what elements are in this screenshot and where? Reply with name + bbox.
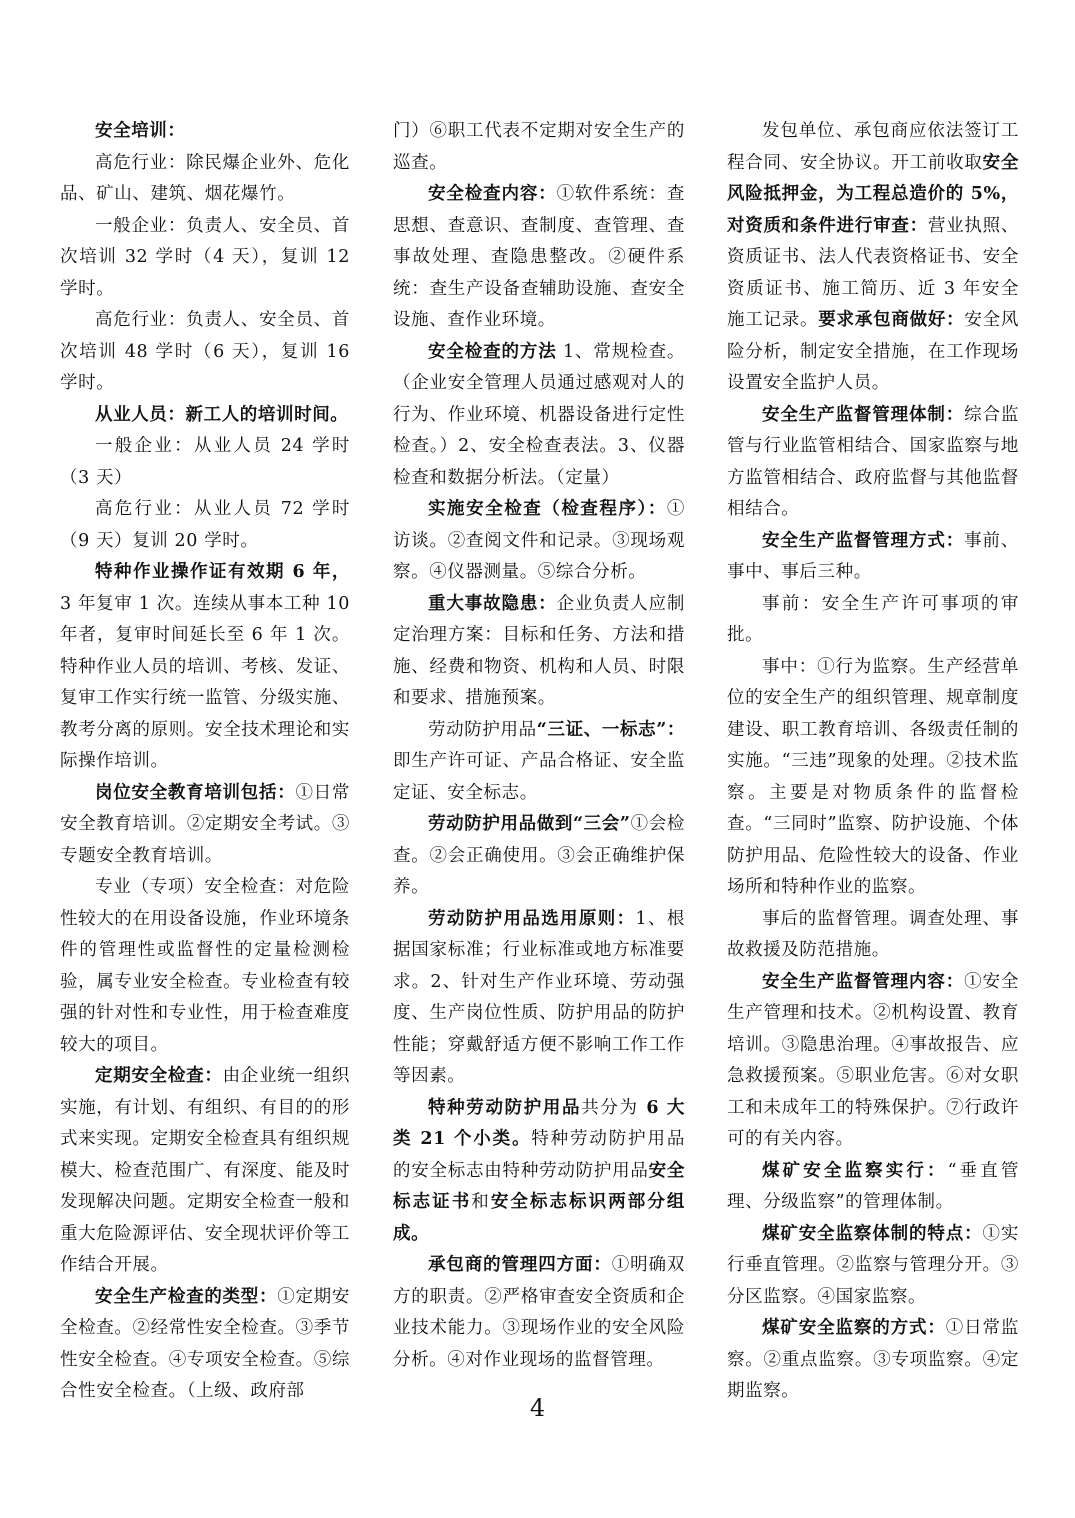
- bold-text: 安全检查的方法: [428, 341, 557, 362]
- bold-text: 重大事故隐患：: [428, 593, 557, 614]
- paragraph: [727, 967, 1019, 1156]
- bold-text: 劳动防护用品做到“三会”: [428, 814, 631, 834]
- text-segment: ①实行垂直管理。②监察与管理分开。③分区监察。④国家监察。: [727, 1223, 1020, 1307]
- text-segment: ①软件系统：查思想、查意识、查制度、查管理、查事故处理、查隐患整改。②硬件系统：查生产设备查辅助设施、查安全设施、查作业环境。: [393, 184, 685, 330]
- paragraph: [393, 715, 685, 810]
- paragraph: [393, 494, 685, 589]
- text-segment: ①日常监察。②重点监察。③专项监察。④定期监察。: [727, 1318, 1019, 1401]
- bold-text: 定期安全检查：: [95, 1066, 223, 1086]
- text-segment: 事中：①行为监察。生产经营单位的安全生产的组织管理、规章制度建设、职工教育培训、各级责任制的实施。“三违”现象的处理。②技术监察。主要是对物质条件的监督检查。“三同时”监察、防护设施、个体防护用品、危险性较大的设备、作业场所和特种作业的监察。: [727, 656, 1019, 897]
- page-number: 4: [529, 1394, 546, 1422]
- text-segment: 发包单位、承包商应依法签订工程合同、安全协议。开工前收取: [727, 121, 1019, 173]
- paragraph: [393, 904, 685, 1093]
- text-segment: 一般企业：负责人、安全员、首次培训 32 学时（4 天），复训 12 学时。: [60, 215, 350, 299]
- paragraph: [393, 1093, 685, 1251]
- paragraph: [60, 872, 350, 1061]
- paragraph: [60, 148, 350, 211]
- bold-text: 6 大类 21 个小类。: [393, 1097, 685, 1149]
- text-segment: 和: [471, 1192, 491, 1212]
- bold-text: 安全生产监督管理内容：: [762, 971, 965, 992]
- bold-text: 安全标志证书: [393, 1160, 685, 1212]
- text-segment: 事后的监督管理。调查处理、事故救援及防范措施。: [727, 908, 1019, 960]
- text-segment: 高危行业：负责人、安全员、首次培训 48 学时（6 天），复训 16 学时。: [60, 310, 350, 393]
- bold-text: 从业人员：新工人的培训时间。: [95, 404, 349, 425]
- text-segment: 企业负责人应制定治理方案：目标和任务、方法和措施、经费和物资、机构和人员、时限和要求、措施预案。: [393, 593, 685, 708]
- paragraph: [60, 400, 350, 432]
- paragraph: [60, 1282, 350, 1408]
- paragraph: [727, 589, 1019, 652]
- text-segment: 即生产许可证、产品合格证、安全监定证、安全标志。: [393, 751, 685, 803]
- paragraph: [727, 116, 1019, 400]
- paragraph: [60, 116, 350, 148]
- paragraph: [393, 589, 685, 715]
- paragraph: [60, 305, 350, 400]
- text-segment: 安全风险分析，制定安全措施，在工作现场设置安全监护人员。: [727, 310, 1019, 393]
- text-segment: 一般企业：从业人员 24 学时（3 天）: [60, 436, 350, 488]
- paragraph: [393, 116, 685, 179]
- text-segment: 由企业统一组织实施，有计划、有组织、有目的的形式来实现。定期安全检查具有组织规模大、检查范围广、有深度、能及时发现解决问题。定期安全检查一般和重大危险源评估、安全现状评价等工作结合开展。: [60, 1066, 350, 1275]
- paragraph: [393, 179, 685, 337]
- text-segment: “垂直管理、分级监察”的管理体制。: [727, 1160, 1019, 1212]
- text-segment: 门）⑥职工代表不定期对安全生产的巡查。: [393, 121, 685, 173]
- bold-text: 实施安全检查（检查程序）：: [428, 499, 667, 519]
- paragraph: [393, 809, 685, 904]
- bold-text: 岗位安全教育培训包括：: [95, 782, 296, 803]
- bold-text: 煤矿安全监察实行：: [762, 1160, 948, 1181]
- bold-text: 安全检查内容：: [428, 184, 557, 204]
- paragraph: [727, 652, 1019, 904]
- text-segment: ①明确双方的职责。②严格审查安全资质和企业技术能力。③现场作业的安全风险分析。④对作业现场的监督管理。: [393, 1255, 685, 1370]
- bold-text: 安全培训：: [95, 121, 186, 141]
- text-segment: ①日常安全教育培训。②定期安全考试。③专题安全教育培训。: [60, 782, 350, 866]
- bold-text: “三证、一标志”：: [536, 719, 686, 740]
- bold-text: 安全生产检查的类型：: [95, 1286, 278, 1307]
- bold-text: 安全生产监督管理体制：: [762, 404, 965, 425]
- paragraph: [727, 904, 1019, 967]
- text-segment: 高危行业：从业人员 72 学时（9 天）复训 20 学时。: [60, 499, 350, 551]
- paragraph: [727, 1219, 1019, 1314]
- bold-text: 安全标志标识两部分组成。: [393, 1192, 686, 1244]
- bold-text: 安全生产监督管理方式：: [762, 530, 965, 551]
- text-segment: ①会检查。②会正确使用。③会正确维护保养。: [393, 814, 685, 897]
- paragraph: [60, 494, 350, 557]
- text-segment: 劳动防护用品: [428, 719, 537, 740]
- bold-text: 特种作业操作证有效期 6 年，: [95, 562, 350, 582]
- text-segment: 1、常规检查。（企业安全管理人员通过感观对人的行为、作业环境、机器设备进行定性检查。）2、安全检查表法。3、仪器检查和数据分析法。（定量）: [393, 341, 686, 488]
- paragraph: [60, 431, 350, 494]
- text-segment: 特种劳动防护用品的安全标志由特种劳动防护用品: [393, 1129, 685, 1181]
- paragraph: [727, 400, 1019, 526]
- text-segment: 1、根据国家标准；行业标准或地方标准要求。2、针对生产作业环境、劳动强度、生产岗位性质、防护用品的防护性能；穿戴舒适方便不影响工作工作等因素。: [393, 908, 685, 1086]
- text-segment: 事前、事中、事后三种。: [727, 530, 1019, 582]
- text-segment: 专业（专项）安全检查：对危险性较大的在用设备设施，作业环境条件的管理性或监督性的定量检测检验，属专业安全检查。专业检查有较强的针对性和专业性，用于检查难度较大的项目。: [60, 877, 350, 1055]
- text-segment: ①安全生产管理和技术。②机构设置、教育培训。③隐患治理。④事故报告、应急救援预案。⑤职业危害。⑥对女职工和未成年工的特殊保护。⑦行政许可的有关内容。: [727, 971, 1019, 1149]
- bold-text: 安全风险抵押金，为工程总造价的 5%，对资质和条件进行审查：: [727, 152, 1019, 236]
- paragraph: [60, 211, 350, 306]
- bold-text: 劳动防护用品选用原则：: [428, 908, 636, 929]
- paragraph: [393, 337, 685, 495]
- text-segment: 事前：安全生产许可事项的审批。: [727, 593, 1019, 645]
- text-segment: 3 年复审 1 次。连续从事本工种 10 年者，复审时间延长至 6 年 1 次。特种作业人员的培训、考核、发证、复审工作实行统一监管、分级实施、教考分离的原则。安全技术理论和实际操作培训。: [60, 593, 350, 771]
- paragraph: [393, 1250, 685, 1376]
- paragraph: [60, 778, 350, 873]
- text-segment: 营业执照、资质证书、法人代表资格证书、安全资质证书、施工简历、近 3 年安全施工记录。: [727, 215, 1019, 330]
- column-left: [60, 116, 350, 1408]
- paragraph: [60, 1061, 350, 1282]
- text-segment: ①访谈。②查阅文件和记录。③现场观察。④仪器测量。⑤综合分析。: [393, 499, 685, 582]
- column-middle: [393, 116, 685, 1376]
- text-segment: 共分为: [581, 1097, 639, 1118]
- bold-text: 煤矿安全监察的方式：: [762, 1318, 946, 1338]
- paragraph: [727, 1156, 1019, 1219]
- column-right: [727, 116, 1019, 1408]
- text-segment: ①定期安全检查。②经常性安全检查。③季节性安全检查。④专项安全检查。⑤综合性安全检查。（上级、政府部: [60, 1286, 351, 1401]
- bold-text: 特种劳动防护用品: [428, 1097, 582, 1118]
- text-segment: 综合监管与行业监管相结合、国家监察与地方监管相结合、政府监督与其他监督相结合。: [727, 404, 1019, 519]
- bold-text: 承包商的管理四方面：: [428, 1255, 612, 1275]
- bold-text: 煤矿安全监察体制的特点：: [762, 1223, 983, 1244]
- paragraph: [60, 557, 350, 778]
- bold-text: 要求承包商做好：: [818, 310, 965, 330]
- text-segment: 高危行业：除民爆企业外、危化品、矿山、建筑、烟花爆竹。: [60, 152, 350, 204]
- paragraph: [727, 526, 1019, 589]
